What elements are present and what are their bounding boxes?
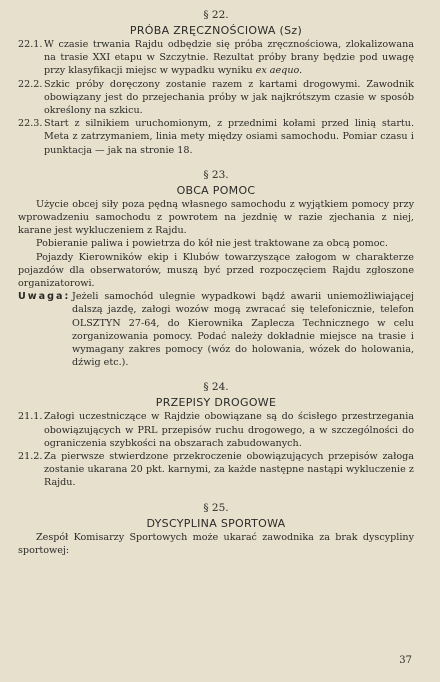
- numbered-item: [18, 117, 414, 157]
- item-number: 22.3.: [18, 118, 43, 130]
- item-number: 21.2.: [18, 451, 43, 463]
- paragraph: Pobieranie paliwa i powietrza do kół nie jest traktowane za obcą pomoc.: [36, 238, 388, 250]
- section-number: § 22.: [203, 9, 229, 21]
- item-text: [44, 38, 414, 78]
- section-heading: OBCA POMOC: [176, 183, 256, 197]
- section-number: § 24.: [203, 381, 229, 394]
- item-text: Szkic próby doręczony zostanie razem z kartami drogowymi. Zawodnik obowiązany jest do przejechania próby w jak najkrótszym czasie w sposób określony na szkicu.: [44, 78, 414, 117]
- numbered-item: [18, 38, 414, 78]
- item-text: Załogi uczestniczące w Rajdzie obowiązane są do ścisłego przestrzegania obowiązujących w PRL przepisów ruchu drogowego, a w szczególności do ograniczenia szybkości na obszarach zabudowanych.: [44, 411, 414, 449]
- item-text-italic: ex aequo.: [255, 65, 303, 77]
- section-heading: DYSCYPLINA SPORTOWA: [146, 516, 286, 530]
- item-text: Za pierwsze stwierdzone przekroczenie obowiązujących przepisów załoga zostanie ukarana 20 pkt. karnymi, za każde następne nastąpi wykluczenie z Rajdu.: [44, 451, 414, 489]
- page-number: 37: [399, 655, 412, 666]
- paragraph: Użycie obcej siły poza pędną własnego samochodu z wyjątkiem pomocy przy wprowadzeniu samochodu z powrotem na jezdnię w razie zjechania z niej, karane jest wykluczeniem z Rajdu.: [18, 198, 414, 237]
- section-heading: PRÓBA ZRĘCZNOŚCIOWA (Sz): [129, 24, 303, 37]
- section-number: § 23.: [203, 168, 229, 181]
- note-label: Uwaga:: [18, 291, 71, 303]
- numbered-item: [18, 410, 414, 450]
- item-number: 22.1.: [18, 39, 43, 50]
- item-text: Start z silnikiem uruchomionym, z przednimi kołami przed linią startu. Meta z zatrzymaniem, linia mety między osiami samochodu. Pomiar czasu i punktacja — jak na stronie 18.: [44, 118, 414, 156]
- paragraph: Zespół Komisarzy Sportowych może ukarać zawodnika za brak dyscypliny sportowej:: [18, 531, 414, 556]
- section-heading: PRZEPISY DROGOWE: [155, 396, 277, 410]
- section-number: § 25.: [203, 501, 229, 514]
- item-number: 21.1.: [18, 411, 43, 423]
- item-text-main: W czasie trwania Rajdu odbędzie się próba zręcznościowa, zlokalizowana na trasie XXI etapu w Szczytnie. Rezultat próby brany będzie pod uwagę przy klasyfikacji miejsc w wypadku wyniku: [44, 39, 414, 77]
- item-number: 22.2.: [18, 78, 43, 90]
- note-text: Jeżeli samochód ulegnie wypadkowi bądź awarii uniemożliwiającej dalszą jazdę, załogi wozów mogą zwracać się telefonicznie, telefon OLSZTYN 27-64, do Kierownika Zaplecza Technicznego w celu zorganizowania pomocy. Podać należy dokładnie miejsce na trasie i wymagany zakres pomocy (wóz do holowania, wózek do holowania, dźwig etc.).: [72, 291, 414, 369]
- paragraph: Pojazdy Kierowników ekip i Klubów towarzyszące załogom w charakterze pojazdów dla obserwatorów, muszą być przed rozpoczęciem Rajdu zgłoszone organizatorowi.: [18, 251, 414, 290]
- numbered-item: [18, 78, 414, 118]
- numbered-item: [18, 450, 414, 490]
- note: [18, 290, 414, 369]
